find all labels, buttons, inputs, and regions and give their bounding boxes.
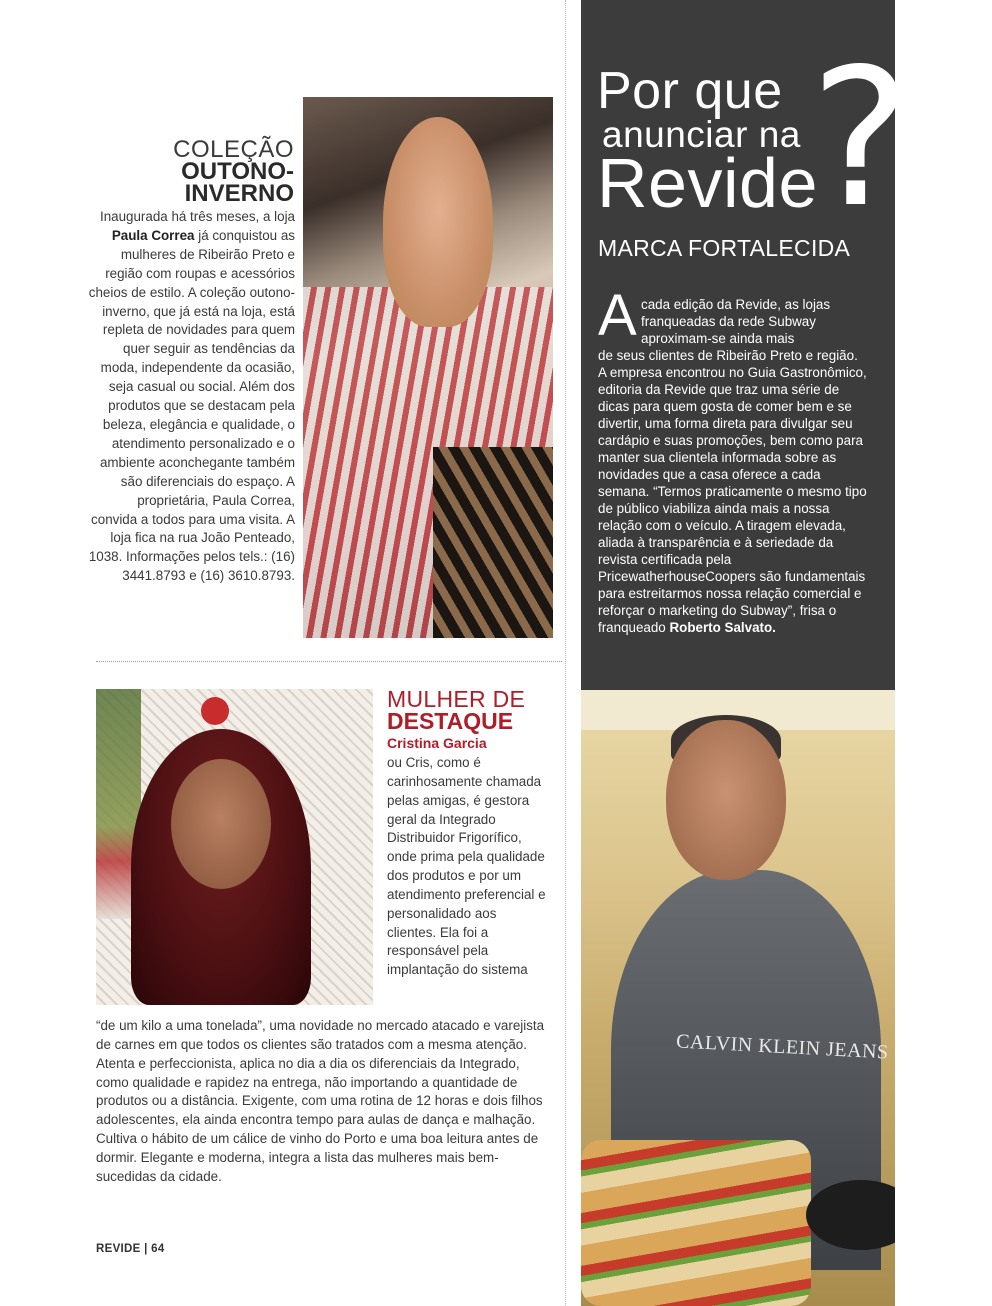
- marca-signature: Roberto Salvato.: [669, 620, 776, 635]
- question-mark: ?: [810, 28, 911, 249]
- colecao-body-pre: Inaugurada há três meses, a loja: [99, 209, 295, 224]
- colecao-heading-line2: OUTONO-: [181, 158, 294, 185]
- colecao-heading-line1: COLEÇÃO: [173, 136, 294, 163]
- face: [383, 117, 493, 327]
- rose: [201, 697, 229, 725]
- mulher-heading-line1: MULHER DE: [387, 686, 526, 712]
- headline-line2: anunciar na: [602, 114, 801, 155]
- mulher-heading-line2: DESTAQUE: [387, 708, 514, 734]
- photo-cristina-garcia: [96, 689, 373, 1005]
- dropcap: A: [598, 283, 637, 348]
- mulher-heading: [387, 688, 525, 732]
- shirt-print: CALVIN KLEIN JEANS: [675, 1030, 890, 1064]
- colecao-body-post: já conquistou as mulheres de Ribeirão Preto e região com roupas e acessórios cheios de estilo. A coleção outono-inverno, que já está na loja, está repleta de novidades para quem quer seguir as tendências da moda, independente da ocasião, seja casual ou social. Além dos produtos que se destacam pela beleza, elegância e qualidade, o atendimento personalizado e o ambiente aconchegante também são diferenciais do espaço. A proprietária, Paula Correa, convida a todos para uma visita. A loja fica na rua João Penteado, 1038. Informações pelos tels.: (16) 3441.8793 e (16) 3610.8793.: [88, 227, 295, 584]
- photo-paula-correa: [303, 97, 553, 638]
- page-footer: REVIDE | 64: [96, 1243, 165, 1255]
- store-name: Paula Correa: [111, 227, 195, 243]
- face: [171, 759, 271, 889]
- mulher-name: Cristina Garcia: [387, 735, 487, 751]
- headline-line3: Revide: [597, 144, 818, 222]
- headline-line1: Por que: [597, 62, 783, 120]
- face: [666, 720, 786, 880]
- section-divider: [96, 661, 562, 662]
- colecao-body: [88, 208, 295, 586]
- marca-body: [598, 347, 868, 636]
- zebra-pants: [433, 447, 553, 638]
- colecao-heading: [173, 136, 294, 207]
- photo-roberto-salvato: [581, 690, 895, 1306]
- mulher-full-text: “de um kilo a uma tonelada”, uma novidade no mercado atacado e varejista de carnes em que todos os clientes são tratados com a mesma atenção. Atenta e perfeccionista, aplica no dia a dia os diferenciais da Integrado, como qualidade e rapidez na entrega, não importando a quantidade de produtos ou a distância. Exigente, com uma rotina de 12 horas e dois filhos adolescentes, ela ainda encontra tempo para aulas de dança e malhação. Cultiva o hábito de um cálice de vinho do Porto e uma boa leitura antes de dormir. Elegante e moderna, integra a lista das mulheres mais bem-sucedidas da cidade.: [96, 1018, 545, 1184]
- mulher-side-text: ou Cris, como é carinhosamente chamada pelas amigas, é gestora geral da Integrado Distribuidor Frigorífico, onde prima pela qualidade dos produtos e por um atendimento preferencial e personalidado aos clientes. Ela foi a responsável pela implantação do sistema: [387, 755, 546, 978]
- column-divider: [565, 0, 566, 1306]
- marca-heading: MARCA FORTALECIDA: [598, 235, 851, 261]
- marca-lead: cada edição da Revide, as lojas franqueadas da rede Subway aproximam-se ainda mais: [641, 297, 831, 346]
- sandwiches: [581, 1140, 811, 1306]
- colecao-heading-line3: INVERNO: [184, 180, 294, 207]
- marca-body-text: de seus clientes de Ribeirão Preto e região. A empresa encontrou no Guia Gastronômico, editoria da Revide que traz uma série de dicas para quem gosta de comer bem e se divertir, uma forma direta para divulgar seu cardápio e suas promoções, bem como para manter sua clientela informada sobre as novidades que a casa oferece a cada semana. “Termos praticamente o mesmo tipo de público viabiliza ainda mais a nossa relação com o veículo. A tiragem elevada, aliada à transparência e à seriedade da revista certificada pela PricewatherhouseCoopers são fundamentais para estreitarmos nossa relação comercial e reforçar o marketing do Subway”, frisa o franqueado: [598, 348, 867, 635]
